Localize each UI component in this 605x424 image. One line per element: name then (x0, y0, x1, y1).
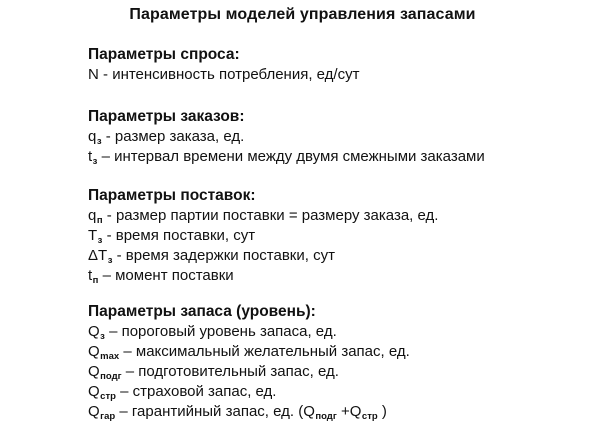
parameter-description: время задержки поставки, сут (125, 247, 335, 264)
parameter-line-q-z (88, 127, 597, 147)
separator: – (104, 323, 122, 340)
parameter-subscript: з (96, 136, 102, 147)
parameter-subscript: стр (100, 391, 116, 402)
formula-subscript-podg: подг (315, 411, 337, 422)
parameter-subscript: max (100, 351, 120, 362)
parameter-description: пороговый уровень запаса, ед. (121, 323, 337, 340)
parameter-line-delta-T-z (88, 246, 597, 266)
parameter-line-Q-z (88, 322, 597, 342)
parameter-symbol: ΔT (88, 247, 108, 264)
section-heading: Параметры поставок: (88, 187, 256, 204)
parameter-subscript: з (97, 235, 103, 246)
parameter-symbol: N (88, 66, 99, 83)
parameter-subscript: з (100, 331, 105, 342)
parameter-line-T-z (88, 226, 597, 246)
parameter-symbol: q (88, 207, 97, 224)
parameter-line-Q-str (88, 382, 597, 402)
parameter-description: время поставки, сут (115, 227, 256, 244)
parameter-subscript: гар (100, 411, 116, 422)
parameter-symbol: q (88, 128, 97, 145)
separator: – (121, 363, 139, 380)
parameter-description: момент поставки (115, 267, 234, 284)
separator: - (101, 128, 115, 145)
parameter-symbol: Q (88, 383, 100, 400)
parameter-subscript: з (92, 156, 98, 167)
parameter-subscript: з (107, 255, 113, 266)
document-title: Параметры моделей управления запасами (129, 6, 476, 23)
parameter-description: размер партии поставки = размеру заказа, ед. (115, 207, 439, 224)
separator: – (98, 267, 116, 284)
parameter-description: страховой запас, ед. (132, 383, 277, 400)
parameter-line-Q-podg (88, 362, 597, 382)
separator: - (102, 227, 116, 244)
separator: - (112, 247, 126, 264)
parameter-line-N (88, 65, 597, 85)
section-supply-parameters (88, 186, 597, 286)
parameter-description: интенсивность потребления, ед/сут (112, 66, 360, 83)
section-heading: Параметры спроса: (88, 46, 240, 63)
section-heading: Параметры заказов: (88, 108, 245, 125)
parameter-symbol: Q (88, 363, 100, 380)
separator: – (115, 383, 133, 400)
parameter-line-t-p (88, 266, 597, 286)
parameter-description: интервал времени между двумя смежными заказами (114, 148, 485, 165)
parameter-symbol: t (88, 148, 93, 165)
formula-subscript-str: стр (361, 411, 378, 422)
parameter-symbol: t (88, 267, 93, 284)
separator: - (98, 66, 113, 83)
separator: – (119, 343, 136, 360)
parameter-symbol: T (88, 227, 98, 244)
parameter-subscript: п (96, 215, 103, 226)
parameter-description: подготовительный запас, ед. (138, 363, 339, 380)
section-demand-parameters (88, 45, 597, 85)
parameter-line-q-p (88, 206, 597, 226)
formula-plus: +Q (336, 403, 362, 420)
parameter-subscript: п (92, 275, 99, 286)
parameter-symbol: Q (88, 403, 100, 420)
parameter-description: гарантийный запас, ед. (Q (131, 403, 315, 420)
parameter-symbol: Q (88, 343, 100, 360)
separator: - (102, 207, 116, 224)
separator: – (115, 403, 132, 420)
section-stock-parameters (88, 302, 597, 422)
separator: – (97, 148, 115, 165)
parameter-subscript: подг (100, 371, 122, 382)
section-order-parameters (88, 107, 597, 167)
parameter-line-Q-max (88, 342, 597, 362)
formula-close: ) (377, 403, 387, 420)
parameter-description: размер заказа, ед. (114, 128, 245, 145)
section-heading: Параметры запаса (уровень): (88, 303, 316, 320)
parameter-line-Q-gar (88, 402, 597, 422)
parameter-description: максимальный желательный запас, ед. (135, 343, 410, 360)
parameter-line-t-z (88, 147, 597, 167)
parameter-symbol: Q (88, 323, 100, 340)
